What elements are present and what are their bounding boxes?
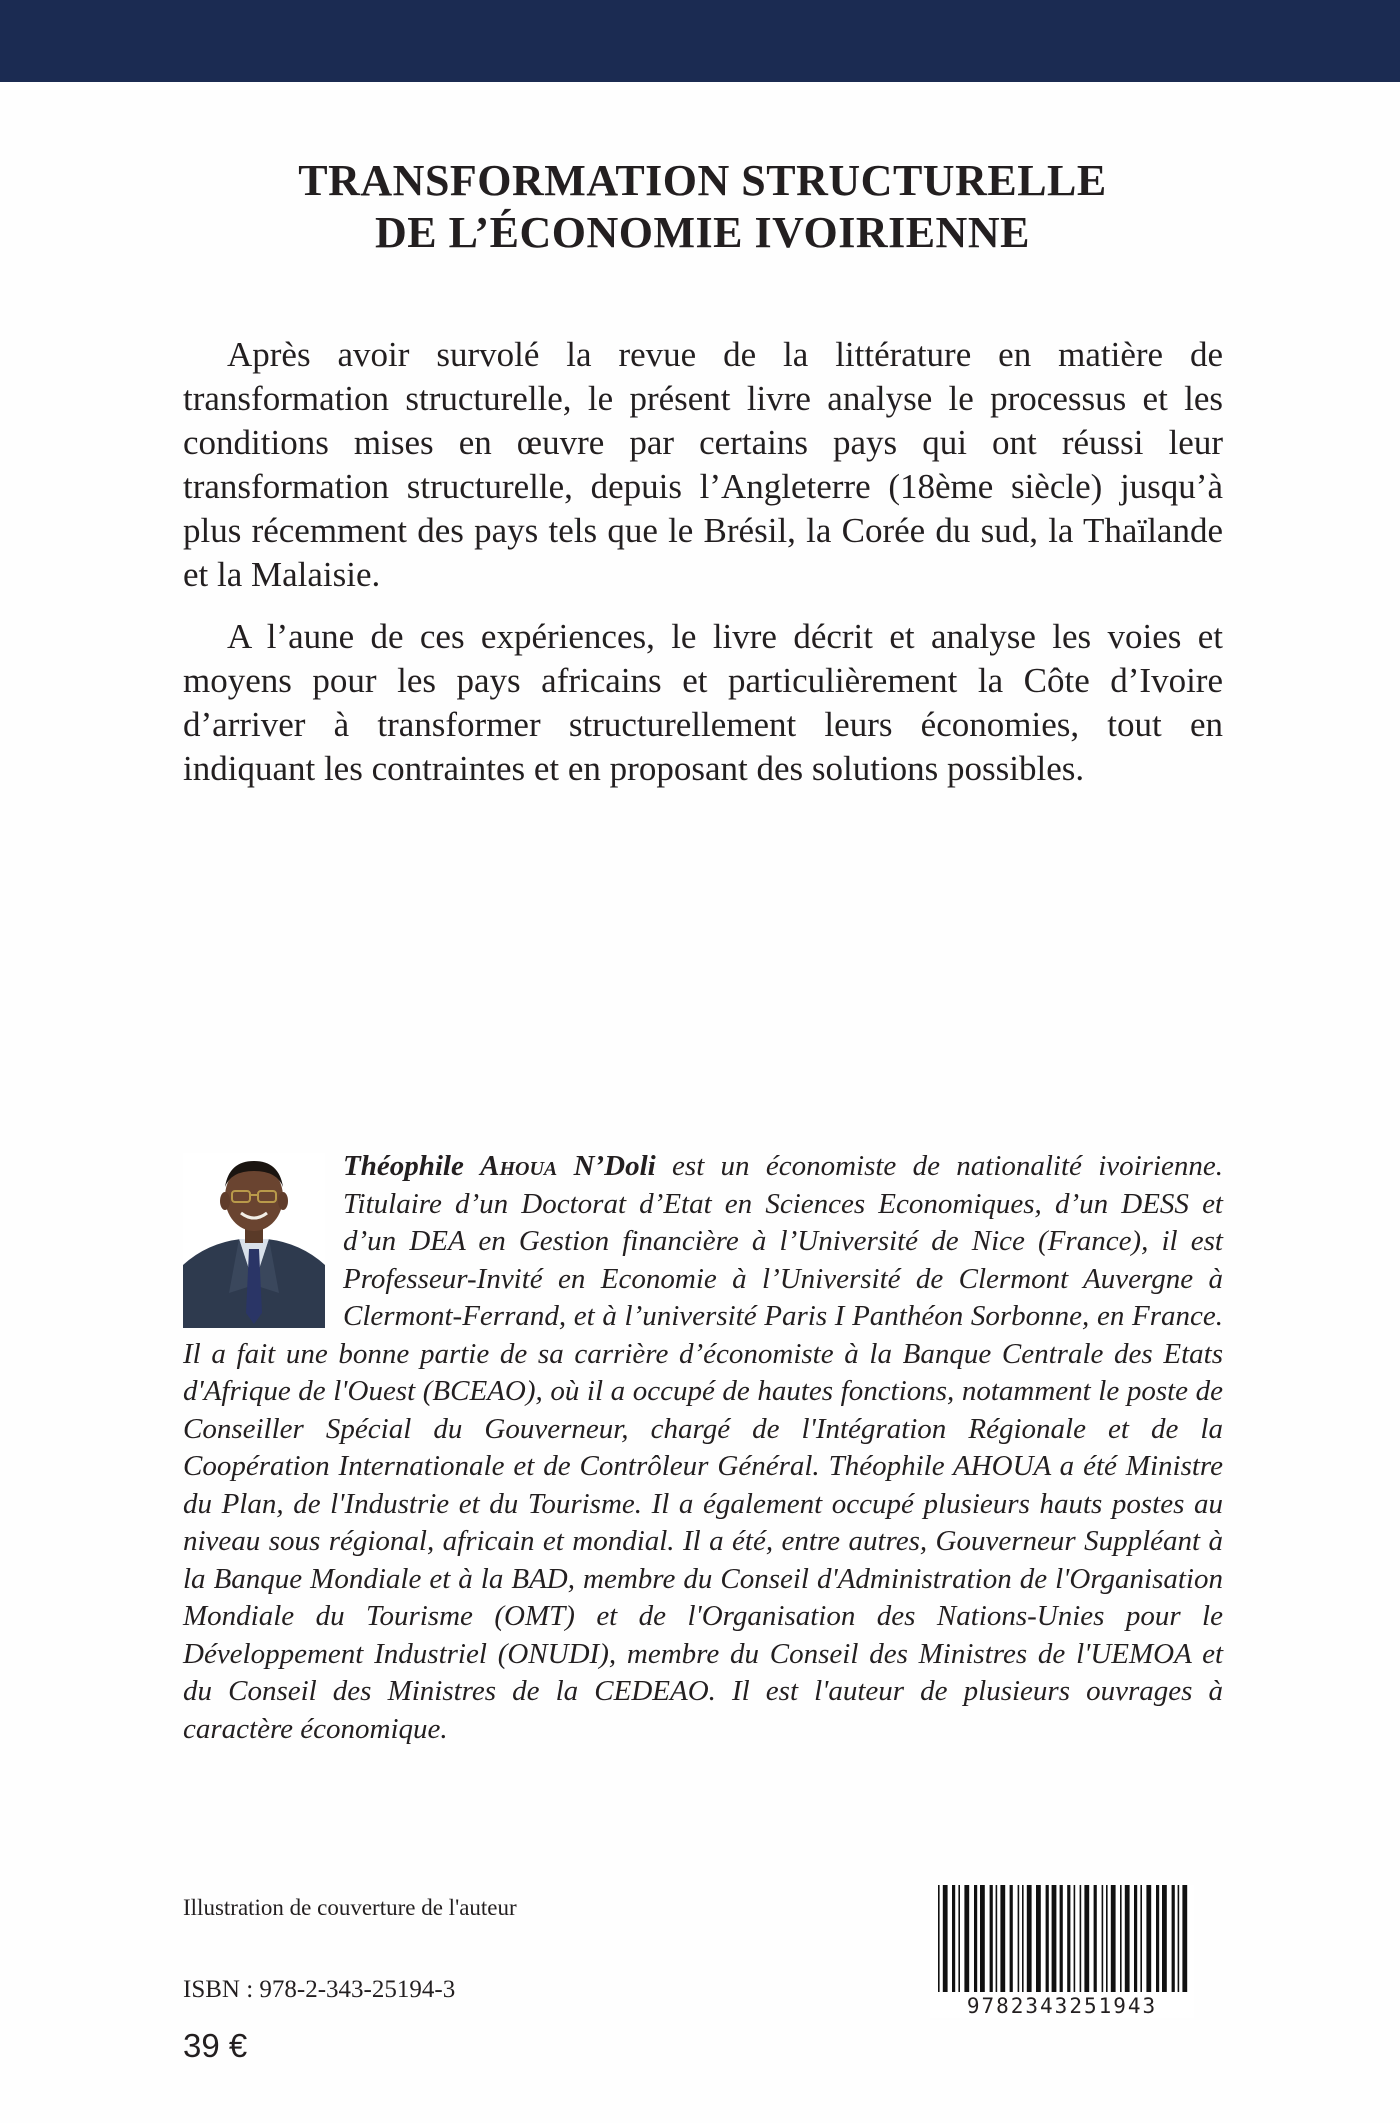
- barcode-bar: [1022, 1885, 1024, 1992]
- barcode-bar: [1178, 1885, 1180, 1992]
- barcode-bar: [1162, 1885, 1167, 1992]
- barcode-bar: [964, 1885, 969, 1992]
- barcode-bar: [1046, 1885, 1049, 1992]
- title-line-2: DE L’ÉCONOMIE IVOIRIENNE: [375, 208, 1030, 257]
- barcode-bar: [1172, 1885, 1175, 1992]
- barcode-bar: [990, 1885, 993, 1992]
- barcode-bar: [1036, 1885, 1041, 1992]
- barcode-bar: [943, 1885, 948, 1992]
- author-name: [343, 1150, 656, 1182]
- barcode-bar: [958, 1885, 960, 1992]
- barcode-bar: [1156, 1885, 1159, 1992]
- barcode-bar: [996, 1885, 998, 1992]
- barcode-bar: [1080, 1885, 1082, 1992]
- barcode-bar: [1084, 1885, 1089, 1992]
- barcode-bar: [1060, 1885, 1063, 1992]
- barcode-bar: [1111, 1885, 1116, 1992]
- barcode-digits: 9782343251943: [966, 1994, 1158, 2018]
- barcode-bar: [1125, 1885, 1130, 1992]
- book-summary: [183, 333, 1223, 809]
- barcode-bar: [1140, 1885, 1142, 1992]
- price: 39 €: [183, 2027, 248, 2064]
- summary-paragraph-2: A l’aune de ces expériences, le livre décrit et analyse les voies et moyens pour les pays africains et particulièrement la Côte d’Ivoire d’arriver à transformer structurellement leurs économies, tout en indiquant les contraintes et en proposant des solutions possibles.: [183, 617, 1223, 788]
- photo-spacer: [183, 1148, 343, 1334]
- isbn: ISBN : 978-2-343-25194-3: [183, 1976, 456, 2003]
- barcode-bar: [974, 1885, 977, 1992]
- barcode-bar: [980, 1885, 985, 1992]
- author-first-name: Théophile: [343, 1150, 464, 1182]
- barcode-bar: [952, 1885, 955, 1992]
- book-title: [180, 155, 1225, 259]
- author-bio-text: est un économiste de nationalité ivoirienne. Titulaire d’un Doctorat d’Etat en Sciences Economiques, d’un DESS et d’un DEA en Gestion financière à l’Université de Nice (France), il est Professeur-Invité en Economie à l’Université de Clermont Auvergne à Clermont-Ferrand, et à l’université Paris I Panthéon Sorbonne, en France. Il a fait une bonne partie de sa carrière d’économiste à la Banque Centrale des Etats d'Afrique de l'Ouest (BCEAO), où il a occupé de hautes fonctions, notamment le poste de Conseiller Spécial du Gouverneur, chargé de l'Intégration Régionale et de la Coopération Internationale et de Contrôleur Général. Théophile AHOUA a été Ministre du Plan, de l'Industrie et du Tourisme. Il a également occupé plusieurs hauts postes au niveau sous régional, africain et mondial. Il a été, entre autres, Gouverneur Suppléant à la Banque Mondiale et à la BAD, membre du Conseil d'Administration de l'Organisation Mondiale du Tourisme (OMT) et de l'Organisation des Nations-Unies pour le Développement Industriel (ONUDI), membre du Conseil des Ministres de l'UEMOA et du Conseil des Ministres de la CEDEAO. Il est l'auteur de plusieurs ouvrages à caractère économique.: [183, 1150, 1224, 1745]
- barcode-bar: [1094, 1885, 1097, 1992]
- author-biography: [183, 1148, 1223, 1748]
- barcode-bar: [1000, 1885, 1005, 1992]
- barcode-bar: [1106, 1885, 1108, 1992]
- barcode-bar: [1102, 1885, 1104, 1992]
- summary-paragraph-1: Après avoir survolé la revue de la littérature en matière de transformation structurelle, le présent livre analyse le processus et les conditions mises en œuvre par certains pays qui ont réussi leur transformation structurelle, depuis l’Angleterre (18ème siècle) jusqu’à plus récemment des pays tels que le Brésil, la Corée du sud, la Thaïlande et la Malaisie.: [183, 335, 1223, 594]
- barcode-bar: [1120, 1885, 1122, 1992]
- barcode: [930, 1885, 1194, 2018]
- barcode-bar: [1052, 1885, 1057, 1992]
- barcode-bar: [1027, 1885, 1032, 1992]
- barcode-bar: [1182, 1885, 1187, 1992]
- cover-credit: Illustration de couverture de l'auteur: [183, 1895, 517, 1920]
- author-name-suffix: N’Doli: [573, 1150, 656, 1182]
- author-last-name: Ahoua: [480, 1150, 558, 1182]
- top-color-band: [0, 0, 1400, 82]
- barcode-bar: [1067, 1885, 1070, 1992]
- barcode-bar: [1018, 1885, 1020, 1992]
- barcode-bars: [930, 1885, 1194, 1992]
- barcode-bar: [1010, 1885, 1013, 1992]
- barcode-bar: [1134, 1885, 1137, 1992]
- title-line-1: TRANSFORMATION STRUCTURELLE: [298, 156, 1107, 205]
- barcode-bar: [1146, 1885, 1151, 1992]
- barcode-bar: [1074, 1885, 1076, 1992]
- barcode-bar: [938, 1885, 940, 1992]
